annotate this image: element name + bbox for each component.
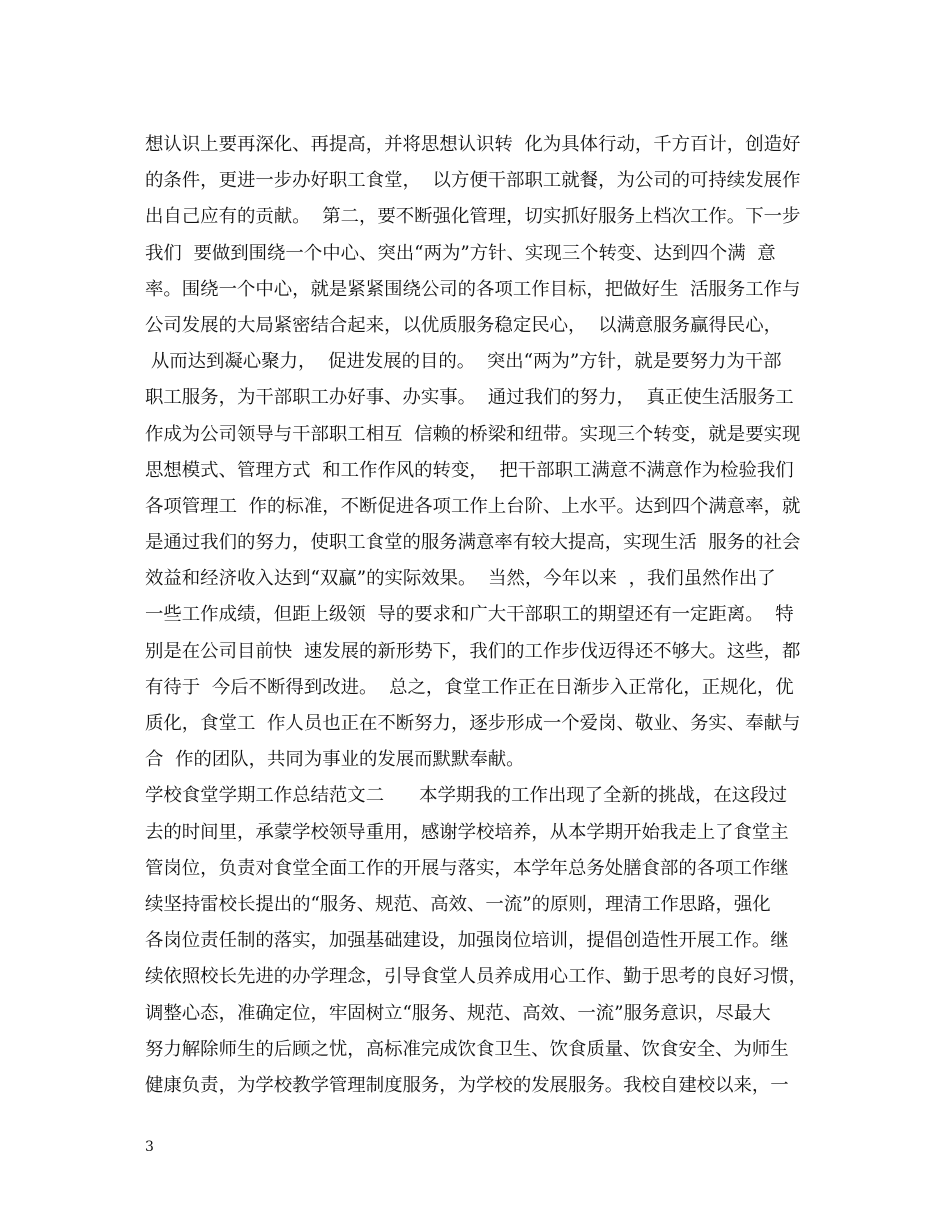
text-line: 质化，食堂工 作人员也正在不断努力，逐步形成一个爱岗、敬业、务实、奉献与 bbox=[145, 713, 801, 734]
body-text bbox=[145, 127, 810, 1104]
text-line: 效益和经济收入达到“双赢”的实际效果。 当然，今年以来 ，我们虽然作出了 bbox=[145, 568, 776, 590]
text-line: 出自己应有的贡献。 第二，要不断强化管理，切实抓好服务上档次工作。下一步 bbox=[145, 206, 801, 228]
section-heading-line: 学校食堂学期工作总结范文二 本学期我的工作出现了全新的挑战，在这段过 bbox=[145, 785, 787, 807]
text-line: 一些工作成绩，但距上级领 导的要求和广大干部职工的期望还有一定距离。 特 bbox=[145, 604, 794, 626]
text-line: 续坚持雷校长提出的“服务、规范、高效、一流”的原则，理清工作思路，强化 bbox=[145, 893, 771, 915]
page-number: 3 bbox=[145, 1139, 154, 1155]
text-line: 公司发展的大局紧密结合起来，以优质服务稳定民心， 以满意服务赢得民心， bbox=[145, 314, 782, 336]
text-line: 别是在公司目前快 速发展的新形势下，我们的工作步伐迈得还不够大。这些，都 bbox=[145, 640, 801, 662]
text-line: 调整心态，准确定位，牢固树立“服务、规范、高效、一流”服务意识，尽最大 bbox=[145, 1002, 771, 1024]
text-line: 健康负责，为学校教学管理制度服务，为学校的发展服务。我校自建校以来，一 bbox=[145, 1074, 789, 1096]
text-line: 从而达到凝心聚力， 促进发展的目的。 突出“两为”方针，就是要努力为干部 bbox=[145, 351, 782, 373]
text-line: 的条件，更进一步办好职工食堂， 以方便干部职工就餐，为公司的可持续发展作 bbox=[145, 170, 801, 192]
text-line: 我们 要做到围绕一个中心、突出“两为”方针、实现三个转变、达到四个满 意 bbox=[145, 242, 776, 264]
text-line: 职工服务，为干部职工办好事、办实事。 通过我们的努力， 真正使生活服务工 bbox=[145, 387, 794, 409]
text-line: 努力解除师生的后顾之忧，高标准完成饮食卫生、饮食质量、饮食安全、为师生 bbox=[145, 1038, 789, 1060]
text-line: 各项管理工 作的标准，不断促进各项工作上台阶、上水平。达到四个满意率，就 bbox=[145, 495, 801, 517]
text-line: 管岗位，负责对食堂全面工作的开展与落实，本学年总务处膳食部的各项工作继 bbox=[145, 857, 789, 879]
text-line: 续依照校长先进的办学理念，引导食堂人员养成用心工作、勤于思考的良好习惯， bbox=[145, 966, 808, 988]
text-line: 合 作的团队，共同为事业的发展而默默奉献。 bbox=[145, 749, 525, 771]
text-line: 各岗位责任制的落实，加强基础建设，加强岗位培训，提倡创造性开展工作。继 bbox=[145, 930, 789, 952]
text-line: 思想模式、管理方式 和工作作风的转变， 把干部职工满意不满意作为检验我们 bbox=[145, 459, 794, 481]
text-line: 作成为公司领导与干部职工相互 信赖的桥梁和纽带。实现三个转变，就是要实现 bbox=[145, 423, 801, 445]
text-line: 有待于 今后不断得到改进。 总之，食堂工作正在日渐步入正常化，正规化，优 bbox=[145, 676, 794, 698]
text-line: 率。围绕一个中心，就是紧紧围绕公司的各项工作目标，把做好生 活服务工作与 bbox=[145, 278, 801, 300]
text-line: 是通过我们的努力，使职工食堂的服务满意率有较大提高，实现生活 服务的社会 bbox=[145, 532, 801, 554]
text-line: 去的时间里，承蒙学校领导重用，感谢学校培养，从本学期开始我走上了食堂主 bbox=[145, 821, 789, 843]
text-line: 想认识上要再深化、再提高，并将思想认识转 化为具体行动，千方百计，创造好 bbox=[145, 134, 801, 155]
